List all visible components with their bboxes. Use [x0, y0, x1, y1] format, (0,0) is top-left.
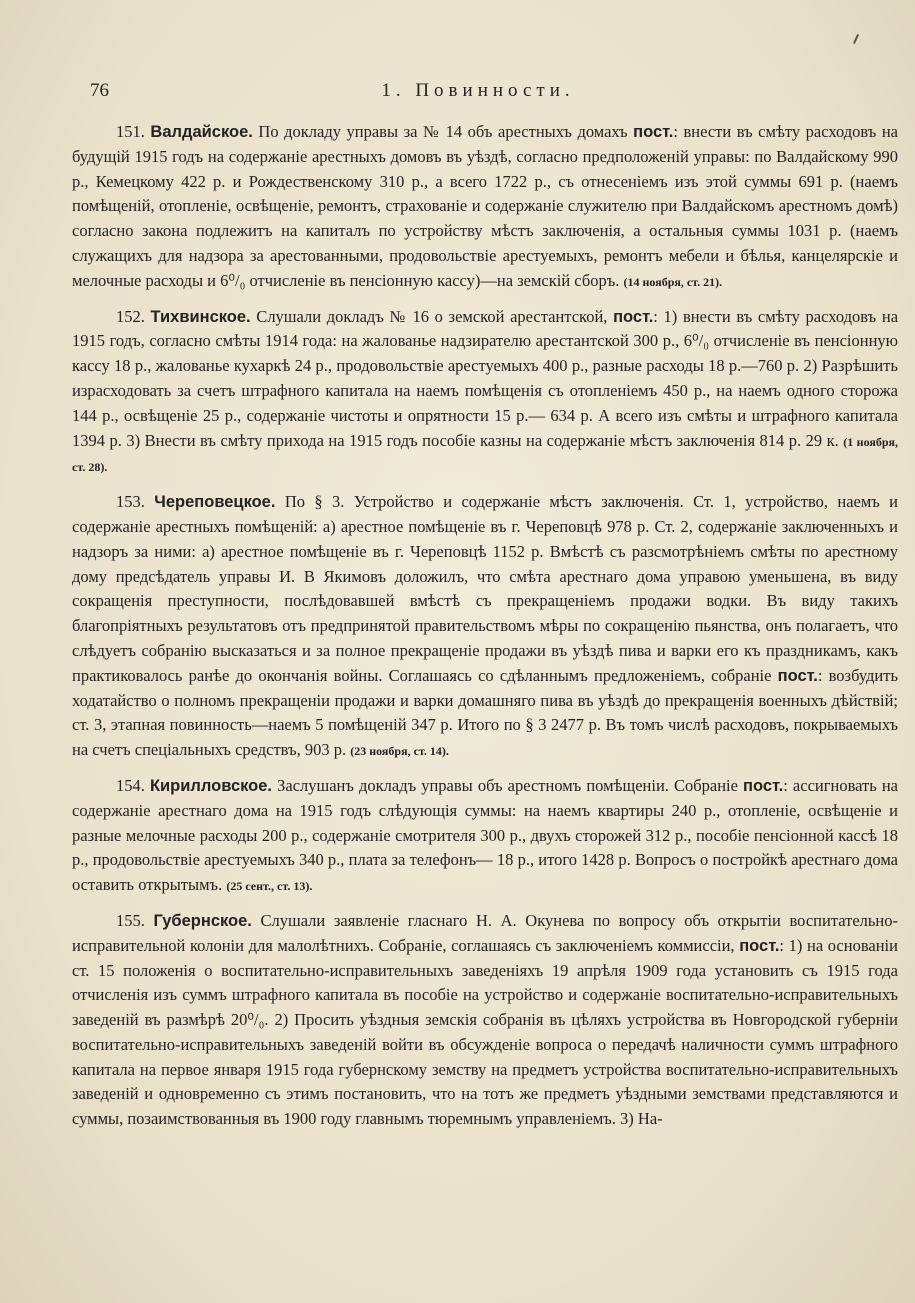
pencil-mark-icon — [853, 34, 859, 44]
resolution-keyword: пост. — [633, 123, 674, 141]
paragraph-number: 151. — [116, 122, 145, 141]
section-title: 1. Повинности. — [381, 80, 575, 101]
paragraph-155 — [72, 909, 898, 1132]
paragraph-text: : 1) на основаніи ст. 15 положенія о воспитательно-исправительныхъ заведеніяхъ 19 апрѣля 1909 года установить съ 1915 года отчисленія изъ суммъ штрафного капитала въ пособіе на устройство и содержаніе воспитательно-исправительныхъ заведеній въ размѣрѣ 20⁰/₀. 2) Просить уѣздныя земскія собранія въ цѣляхъ устройства въ Новгородской губерніи воспитательно-исправительныхъ заведеній войти въ обсужденіе вопроса о передачѣ наличности суммъ штрафного капитала на первое января 1915 года губернскому земству на предметъ устройства воспитательно-исправительныхъ заведеній и одновременно съ этимъ постановить, что на тотъ же предметъ уѣздными земствами представляются и суммы, позаимствованныя въ 1900 году главнымъ тюремнымъ управленіемъ. 3) На- — [72, 935, 898, 1129]
document-body — [72, 120, 898, 1142]
page-number: 76 — [90, 80, 109, 101]
paragraph-number: 155. — [116, 910, 145, 930]
paragraph-151 — [72, 120, 898, 295]
paragraph-heading: Тихвинское. — [150, 307, 251, 326]
resolution-keyword: пост. — [613, 307, 654, 326]
session-reference: (1 ноября, ст. 28). — [72, 434, 899, 475]
paragraph-152 — [72, 305, 898, 481]
paragraph-number: 152. — [116, 306, 145, 326]
paragraph-text: Слушали докладъ № 16 о земской арестантской, — [250, 306, 614, 326]
paragraph-text: : возбудить ходатайство о полномъ прекращеніи продажи и варки домашняго пива въ уѣздѣ до прекращенія военныхъ дѣйствій; ст. 3, этапная повинность—наемъ 5 помѣщеній 347 р. Итого по § 3 2477 р. Въ томъ числѣ расходовъ, покрываемыхъ на счетъ спеціальныхъ средствъ, 903 р. — [72, 665, 899, 760]
paragraph-heading: Кирилловское. — [149, 776, 273, 795]
session-reference: (23 ноября, ст. 14). — [350, 744, 449, 759]
paragraph-text: Заслушанъ докладъ управы объ арестномъ помѣщеніи. Собраніе — [272, 775, 744, 795]
paragraph-heading: Валдайское. — [150, 123, 253, 141]
resolution-keyword: пост. — [743, 776, 784, 795]
paragraph-text: Слушали заявленіе гласнаго Н. А. Окунева по вопросу объ открытіи воспитательно-исправительной колоніи для малолѣтнихъ. Собраніе, соглашаясь съ заключеніемъ коммиссіи, — [72, 910, 898, 955]
resolution-keyword: пост. — [777, 666, 818, 685]
paragraph-heading: Губернское. — [153, 911, 252, 930]
session-reference: (14 ноября, ст. 21). — [623, 274, 723, 289]
paragraph-154 — [72, 774, 898, 899]
paragraph-text: : внести въ смѣту расходовъ на будущій 1915 годъ на содержаніе арестныхъ домовъ въ уѣздѣ, согласно предположеній управы: по Валдайскому 990 р., Кемецкому 422 р. и Рождественскому 310 р., а всего 1722 р., съ отнесеніемъ изъ этой суммы 691 р. (наемъ помѣщеній, отопленіе, освѣщеніе, ремонтъ, страхованіе и содержаніе служителю при Валдайскомъ арестномъ домѣ) согласно закона подлежитъ на капиталъ по устройству мѣстъ заключенія, а остальныя суммы 1031 р. (наемъ служащихъ для надзора за арестованными, продовольствіе арестуемыхъ, ремонтъ мебели и бѣлья, канцелярскіе и мелочные расходы и 6⁰/₀ отчисленіе въ пенсіонную кассу)—на земскій сборъ. — [72, 122, 899, 290]
paragraph-number: 154. — [116, 775, 145, 795]
running-head — [88, 80, 868, 104]
paragraph-number: 153. — [116, 492, 145, 512]
paragraph-153 — [72, 490, 898, 764]
paragraph-text: : 1) внести въ смѣту расходовъ на 1915 годъ, согласно смѣты 1914 года: на жалованье надзирателю арестантской 300 р., 6⁰/₀ отчисленіе въ пенсіонную кассу 18 р., жалованье кухаркѣ 24 р., продовольствіе арестуемыхъ 400 р., разные расходы 18 р.—760 р. 2) Разрѣшить израсходовать за счетъ штрафного капитала на наемъ помѣщенія съ отопленіемъ 450 р., на наемъ одного сторожа 144 р., освѣщеніе 25 р., содержаніе чистоты и опрятности 15 р.— 634 р. А всего изъ смѣты и штрафного капитала 1394 р. 3) Внести въ смѣту прихода на 1915 годъ пособіе казны на содержаніе мѣстъ заключенія 814 р. 29 к. — [72, 306, 899, 450]
paragraph-text: По § 3. Устройство и содержаніе мѣстъ заключенія. Ст. 1, устройство, наемъ и содержаніе арестныхъ помѣщеній: а) арестное помѣщеніе въ г. Череповцѣ 978 р. Ст. 2, содержаніе заключенныхъ и надзоръ за ними: а) арестное помѣщеніе въ г. Череповцѣ 1152 р. Вмѣстѣ съ разсмотрѣніемъ смѣты по арестному дому предсѣдатель управы И. В Якимовъ доложилъ, что смѣта арестнаго дома управою уменьшена, въ виду сокращенія преступности, послѣдовавшей вмѣстѣ съ прекращеніемъ продажи водки. Въ виду такихъ благопріятныхъ результатовъ отъ предпринятой правительствомъ мѣры по сокращенію пьянства, онъ полагаетъ, что слѣдуетъ собранію высказаться и за полное прекращеніе продажи въ уѣздѣ пива и варки его къ праздникамъ, какъ практиковалось ранѣе до окончанія войны. Соглашаясь со сдѣланнымъ предложеніемъ, собраніе — [72, 492, 899, 685]
paragraph-heading: Череповецкое. — [154, 493, 276, 512]
resolution-keyword: пост. — [739, 936, 780, 955]
paragraph-text: По докладу управы за № 14 объ арестныхъ домахъ — [252, 122, 634, 141]
session-reference: (25 сент., ст. 13). — [226, 879, 313, 894]
paragraph-text: : ассигновать на содержаніе арестнаго дома на 1915 годъ слѣдующія суммы: на наемъ квартиры 240 р., отопленіе, освѣщеніе и разные мелочные расходы 200 р., содержаніе смотрителя 300 р., двухъ сторожей 312 р., пособіе пенсіонной кассѣ 18 р., продовольствіе арестуемыхъ 340 р., плата за телефонъ— 18 р., итого 1428 р. Вопросъ о постройкѣ арестнаго дома оставить открытымъ. — [72, 775, 899, 895]
